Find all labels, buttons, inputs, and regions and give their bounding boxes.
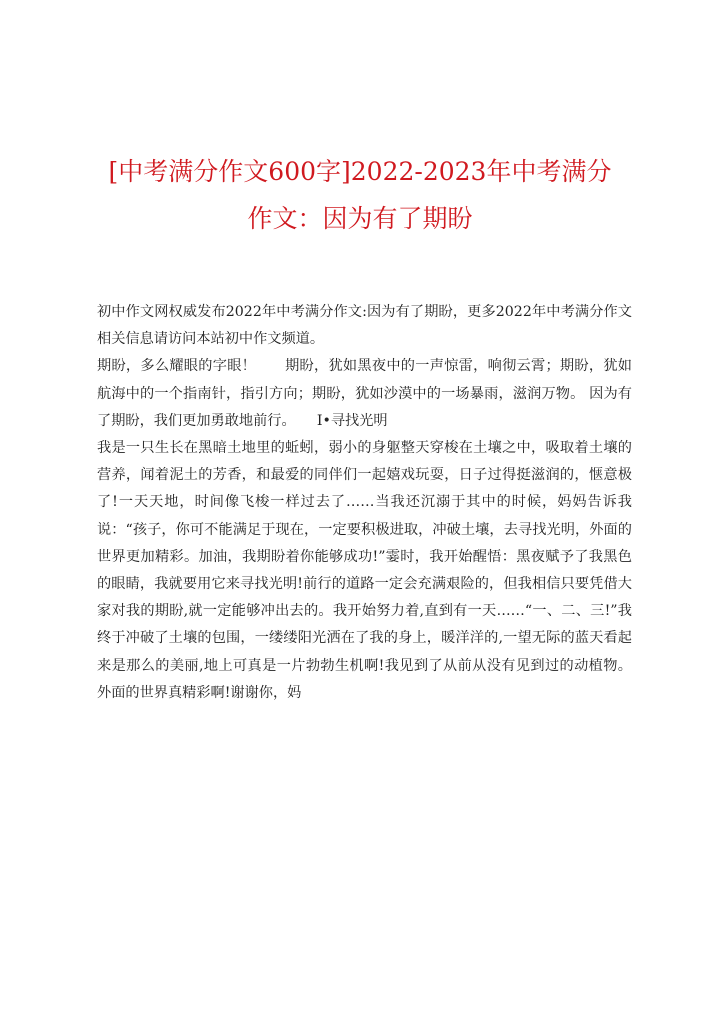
- article-title-line-2: 作文：因为有了期盼: [247, 204, 473, 233]
- article-body: [97, 299, 632, 707]
- hope-paragraph: 期盼，多么耀眼的字眼！ 期盼，犹如黑夜中的一声惊雷，响彻云霄；期盼，犹如航海中的一个指南针，指引方向；期盼，犹如沙漠中的一场暴雨，滋润万物。 因为有了期盼，我们更加勇敢地前行。 Ⅰ•寻找光明: [97, 358, 632, 429]
- article-title: [60, 148, 660, 242]
- article-title-line-1: [中考满分作文600字]2022-2023年中考满分: [108, 157, 612, 186]
- intro-paragraph: 初中作文网权威发布2022年中考满分作文:因为有了期盼，更多2022年中考满分作文相关信息请访问本站初中作文频道。: [97, 304, 632, 348]
- earthworm-paragraph: 我是一只生长在黑暗土地里的蚯蚓，弱小的身躯整天穿梭在土壤之中，吸取着土壤的营养，闻着泥土的芳香，和最爱的同伴们一起嬉戏玩耍，日子过得挺滋润的，惬意极了!一天天地，时间像飞梭一样过去了……当我还沉溺于其中的时候，妈妈告诉我说：“孩子，你可不能满足于现在，一定要积极进取，冲破土壤，去寻找光明，外面的世界更加精彩。加油，我期盼着你能够成功!”霎时，我开始醒悟：黑夜赋予了我黑色的眼睛，我就要用它来寻找光明!前行的道路一定会充满艰险的，但我相信只要凭借大家对我的期盼,就一定能够冲出去的。我开始努力着,直到有一天……“一、二、三!”我终于冲破了土壤的包围，一缕缕阳光洒在了我的身上，暖洋洋的,一望无际的蓝天看起来是那么的美丽,地上可真是一片勃勃生机啊!我见到了从前从没有见到过的动植物。外面的世界真精彩啊!谢谢你，妈: [97, 440, 632, 701]
